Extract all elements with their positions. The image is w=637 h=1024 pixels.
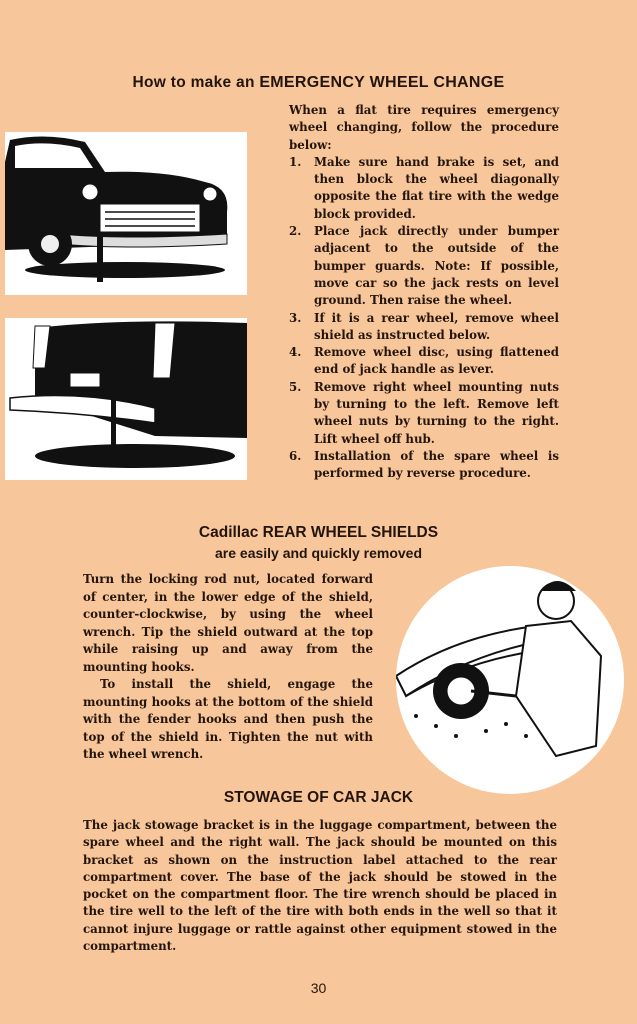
step-text: Installation of the spare wheel is performed by reverse procedure.: [314, 448, 559, 481]
rear-shields-title: [0, 524, 637, 542]
step-number: 5.: [289, 379, 302, 394]
paragraph: Turn the locking rod nut, located forward of center, in the lower edge of the shield, counter-clockwise, by using the wheel wrench. Tip the shield outward at the top while raising up and away from the mounting hooks.: [83, 572, 373, 674]
step-number: 3.: [289, 310, 302, 325]
step-item: [289, 223, 559, 309]
step-number: 6.: [289, 448, 302, 463]
step-text: Make sure hand brake is set, and then block the wheel diagonally opposite the flat tire with the wedge block provided.: [314, 154, 559, 221]
step-list: [289, 154, 559, 483]
page-number: 30: [310, 980, 327, 996]
step-item: [289, 154, 559, 223]
step-item: [289, 379, 559, 448]
step-text: Place jack directly under bumper adjacent to the outside of the bumper guards. Note: If possible, move car so the jack rests on level ground. Then raise the wheel.: [314, 224, 559, 308]
rear-shields-subtitle: are easily and quickly removed: [215, 545, 422, 561]
title-prefix: How to make an: [132, 74, 255, 91]
step-item: [289, 310, 559, 345]
step-number: 1.: [289, 154, 302, 169]
intro-text: When a flat tire requires emergency wheel changing, follow the procedure below:: [289, 103, 559, 152]
step-item: [289, 448, 559, 483]
step-number: 2.: [289, 224, 302, 239]
step-number: 4.: [289, 345, 302, 360]
wheel-change-instructions: [289, 102, 559, 483]
step-item: [289, 344, 559, 379]
rear-shields-text: [83, 571, 373, 764]
step-text: If it is a rear wheel, remove wheel shield as instructed below.: [314, 310, 559, 342]
mechanic-illustration: [396, 566, 624, 794]
stowage-title: STOWAGE OF CAR JACK: [223, 789, 414, 806]
stowage-text: The jack stowage bracket is in the luggage compartment, between the spare wheel and the right wall. The jack should be mounted on this bracket as shown on the instruction label attached to the rear compartment cover. The base of the jack should be stowed in the pocket on the compartment floor. The tire wrench should be placed in the tire well to the left of the tire with both ends in the well so that it cannot injure luggage or rattle against other equipment stowed in the compartment.: [83, 818, 557, 954]
rear-jack-illustration: [5, 318, 247, 480]
front-jack-illustration: [5, 132, 247, 295]
paragraph: To install the shield, engage the mounting hooks at the bottom of the shield with the fender hooks and then push the top of the shield in. Tighten the nut with the wheel wrench.: [83, 677, 373, 761]
step-text: Remove right wheel mounting nuts by turning to the left. Remove left wheel nuts by turning to the right. Lift wheel off hub.: [314, 379, 559, 446]
title-prefix: Cadillac: [198, 524, 259, 541]
step-text: Remove wheel disc, using flattened end of jack handle as lever.: [314, 345, 559, 377]
wheel-change-title: [0, 74, 637, 92]
title-caps: REAR WHEEL SHIELDS: [262, 524, 439, 541]
title-caps: EMERGENCY WHEEL CHANGE: [259, 74, 505, 91]
